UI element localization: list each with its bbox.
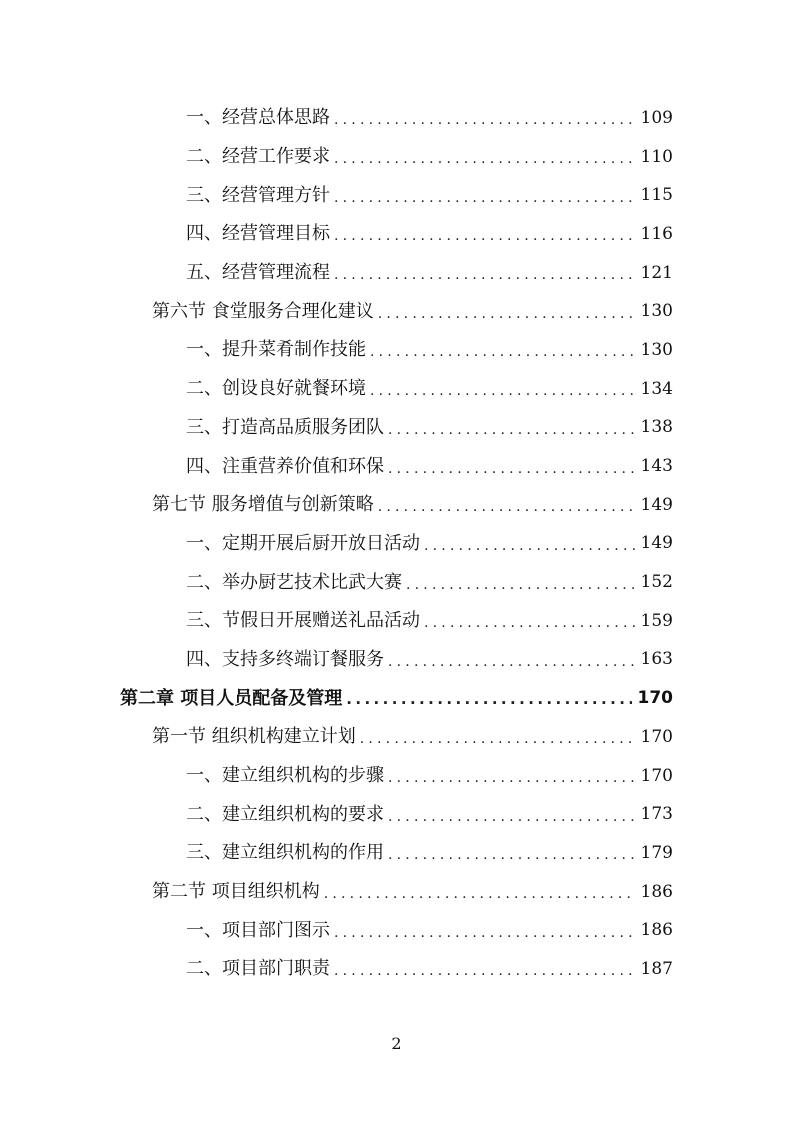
toc-dot-leader [388,810,635,824]
toc-entry-page: 134 [640,378,673,399]
toc-entry-title: 二、举办厨艺技术比武大赛 [186,571,402,593]
toc-dot-leader [334,964,635,978]
toc-dot-leader [424,616,635,630]
toc-entry[interactable] [0,525,793,564]
toc-entry-page: 187 [640,958,673,979]
toc-entry[interactable] [0,757,793,796]
toc-entry-title: 二、建立组织机构的要求 [186,803,384,825]
toc-dot-leader [370,345,635,359]
toc-entry-page: 116 [640,223,673,244]
toc-entry-page: 173 [640,804,673,825]
toc-entry-title: 四、支持多终端订餐服务 [186,648,384,670]
toc-dot-leader [378,307,635,321]
toc-entry-title: 五、经营管理流程 [186,262,330,284]
toc-entry[interactable] [0,950,793,989]
toc-entry-title: 第六节 食堂服务合理化建议 [152,300,374,322]
toc-entry-page: 186 [640,920,673,941]
toc-entry-page: 170 [637,688,673,709]
toc-dot-leader [406,578,635,592]
toc-section-entry[interactable] [0,718,793,757]
toc-entry-title: 一、建立组织机构的步骤 [186,765,384,787]
toc-entry-page: 115 [640,185,673,206]
toc-section-entry[interactable] [0,873,793,912]
toc-entry-page: 138 [640,417,673,438]
toc-entry[interactable] [0,215,793,254]
toc-entry[interactable] [0,602,793,641]
toc-entry-page: 159 [640,610,673,631]
toc-entry-page: 163 [640,649,673,670]
toc-entry-title: 第七节 服务增值与创新策略 [152,494,374,516]
toc-dot-leader [388,771,635,785]
toc-dot-leader [388,655,635,669]
toc-entry-title: 三、经营管理方针 [186,184,330,206]
toc-entry[interactable] [0,563,793,602]
toc-entry-page: 130 [640,301,673,322]
toc-dot-leader [388,462,635,476]
toc-entry-page: 179 [640,842,673,863]
toc-entry-page: 143 [640,456,673,477]
toc-entry-title: 四、注重营养价值和环保 [186,455,384,477]
toc-entry-title: 二、项目部门职责 [186,958,330,980]
toc-dot-leader [334,926,635,940]
toc-dot-leader [334,113,635,127]
toc-entry-page: 152 [640,572,673,593]
toc-dot-leader [388,423,635,437]
toc-entry[interactable] [0,641,793,680]
toc-dot-leader [378,500,635,514]
toc-dot-leader [334,229,635,243]
toc-dot-leader [388,848,635,862]
toc-entry-page: 149 [640,533,673,554]
toc-entry-page: 170 [640,765,673,786]
toc-dot-leader [334,191,635,205]
toc-section-entry[interactable] [0,486,793,525]
toc-entry-title: 第二章 项目人员配备及管理 [120,687,343,709]
toc-entry[interactable] [0,911,793,950]
toc-entry[interactable] [0,447,793,486]
toc-dot-leader [360,732,635,746]
toc-entry-page: 109 [640,107,673,128]
toc-entry-title: 第二节 项目组织机构 [152,881,320,903]
table-of-contents [0,99,793,989]
toc-entry-title: 三、建立组织机构的作用 [186,842,384,864]
toc-entry[interactable] [0,254,793,293]
toc-dot-leader [370,384,635,398]
toc-entry[interactable] [0,370,793,409]
toc-dot-leader [334,152,635,166]
toc-entry-page: 149 [640,494,673,515]
toc-entry-page: 170 [640,726,673,747]
toc-entry[interactable] [0,99,793,138]
toc-entry-title: 四、经营管理目标 [186,223,330,245]
toc-dot-leader [334,268,635,282]
toc-dot-leader [346,692,631,707]
toc-entry[interactable] [0,138,793,177]
toc-entry[interactable] [0,834,793,873]
toc-entry-title: 一、提升菜肴制作技能 [186,339,366,361]
toc-entry[interactable] [0,795,793,834]
page-number: 2 [391,1034,402,1053]
toc-entry-page: 186 [640,881,673,902]
toc-entry-title: 二、创设良好就餐环境 [186,378,366,400]
toc-chapter-entry[interactable] [0,679,793,718]
toc-entry-title: 一、经营总体思路 [186,107,330,129]
toc-entry-title: 一、项目部门图示 [186,919,330,941]
toc-entry-page: 121 [640,262,673,283]
toc-dot-leader [324,887,635,901]
toc-entry-title: 一、定期开展后厨开放日活动 [186,532,420,554]
toc-entry-page: 110 [640,146,673,167]
toc-entry[interactable] [0,176,793,215]
toc-entry-title: 三、节假日开展赠送礼品活动 [186,610,420,632]
toc-entry-title: 三、打造高品质服务团队 [186,416,384,438]
toc-entry[interactable] [0,331,793,370]
toc-section-entry[interactable] [0,292,793,331]
toc-entry-page: 130 [640,339,673,360]
toc-entry-title: 第一节 组织机构建立计划 [152,726,356,748]
toc-dot-leader [424,539,635,553]
toc-entry-title: 二、经营工作要求 [186,146,330,168]
toc-entry[interactable] [0,409,793,448]
